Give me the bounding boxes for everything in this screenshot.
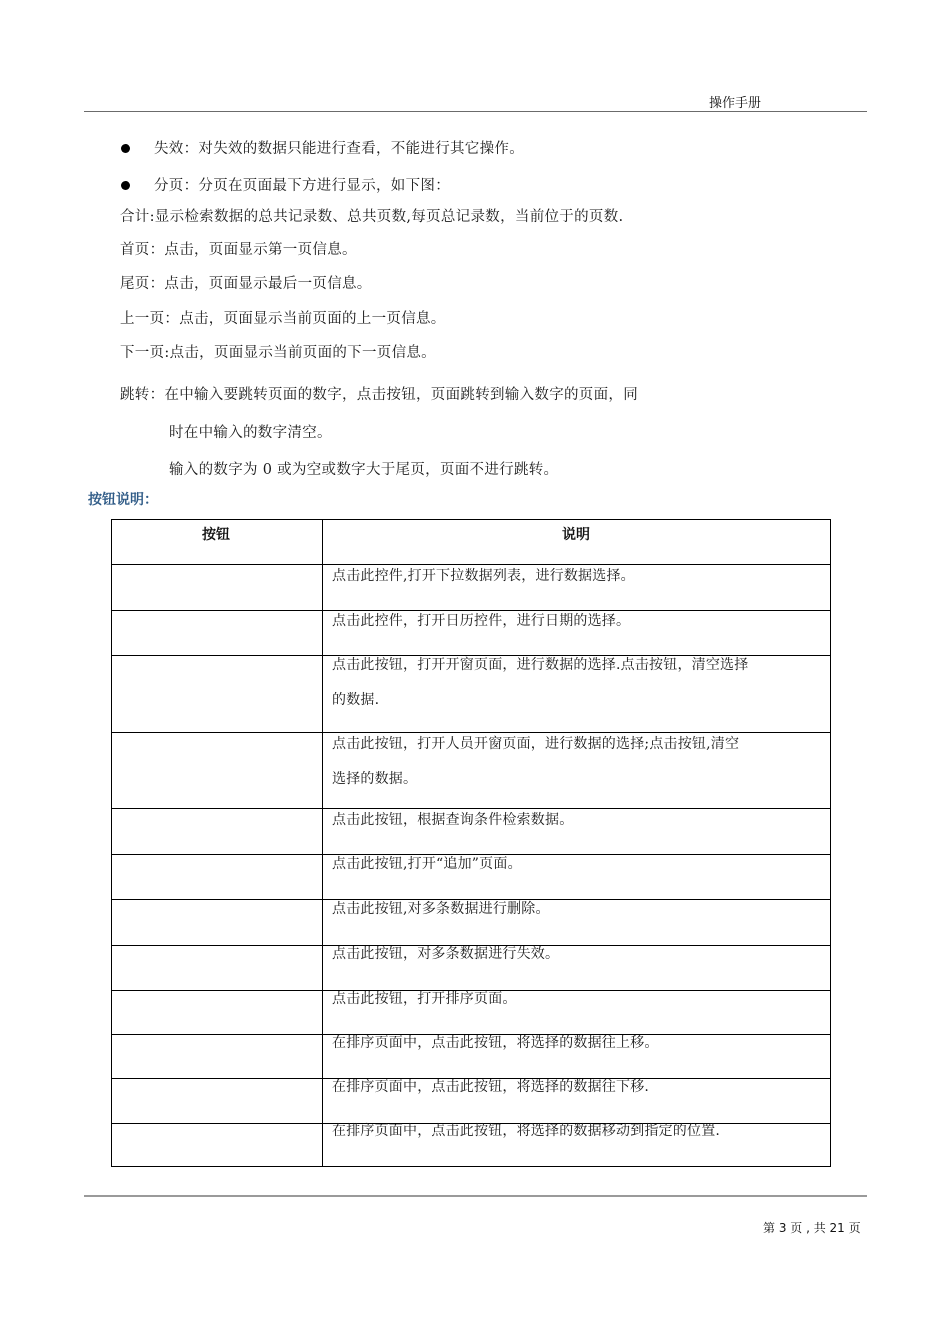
paging-first-line: 首页：点击，页面显示第一页信息。	[120, 242, 357, 258]
table-header-button: 按钮	[202, 527, 230, 543]
column-divider	[322, 520, 323, 1166]
header-divider	[84, 111, 867, 112]
table-cell-description: 点击此按钮，打开人员开窗页面，进行数据的选择;点击按钮,清空 选择的数据。	[332, 736, 740, 787]
table-cell-description: 点击此按钮,打开“追加”页面。	[332, 856, 522, 872]
table-cell-description: 点击此按钮，对多条数据进行失效。	[332, 946, 560, 962]
footer-divider	[84, 1195, 867, 1197]
header-title: 操作手册	[709, 96, 762, 111]
bullet-text-paging: 分页：分页在页面最下方进行显示，如下图：	[154, 178, 450, 194]
table-cell-description: 点击此按钮，打开开窗页面，进行数据的选择.点击按钮，清空选择 的数据.	[332, 657, 749, 708]
button-table	[111, 519, 831, 1167]
table-cell-description: 点击此按钮，根据查询条件检索数据。	[332, 812, 574, 828]
table-cell-description: 在排序页面中，点击此按钮，将选择的数据往上移。	[332, 1035, 659, 1051]
paging-next-line: 下一页:点击，页面显示当前页面的下一页信息。	[120, 345, 436, 361]
section-title: 按钮说明：	[88, 492, 158, 508]
table-header-description: 说明	[562, 527, 590, 543]
jump-line-2: 时在中输入的数字清空。	[169, 425, 332, 441]
table-cell-description: 在排序页面中，点击此按钮，将选择的数据往下移.	[332, 1079, 650, 1095]
bullet-icon	[121, 144, 130, 153]
paging-last-line: 尾页：点击，页面显示最后一页信息。	[120, 276, 372, 292]
paging-total-line: 合计:显示检索数据的总共记录数、总共页数,每页总记录数，当前位于的页数.	[120, 209, 624, 225]
table-cell-description: 点击此按钮,对多条数据进行删除。	[332, 901, 550, 917]
table-cell-description: 在排序页面中，点击此按钮，将选择的数据移动到指定的位置.	[332, 1123, 721, 1139]
table-cell-description: 点击此控件，打开日历控件，进行日期的选择。	[332, 613, 631, 629]
paging-prev-line: 上一页：点击，页面显示当前页面的上一页信息。	[120, 311, 446, 327]
bullet-text-invalid: 失效：对失效的数据只能进行查看，不能进行其它操作。	[154, 141, 524, 157]
bullet-icon	[121, 181, 130, 190]
jump-line-1: 跳转：在中输入要跳转页面的数字，点击按钮，页面跳转到输入数字的页面，同	[120, 387, 638, 403]
table-cell-description: 点击此控件,打开下拉数据列表，进行数据选择。	[332, 568, 635, 584]
jump-line-3: 输入的数字为 0 或为空或数字大于尾页，页面不进行跳转。	[169, 462, 559, 478]
page-number: 第 3 页 , 共 21 页	[763, 1221, 861, 1235]
table-cell-description: 点击此按钮，打开排序页面。	[332, 991, 517, 1007]
